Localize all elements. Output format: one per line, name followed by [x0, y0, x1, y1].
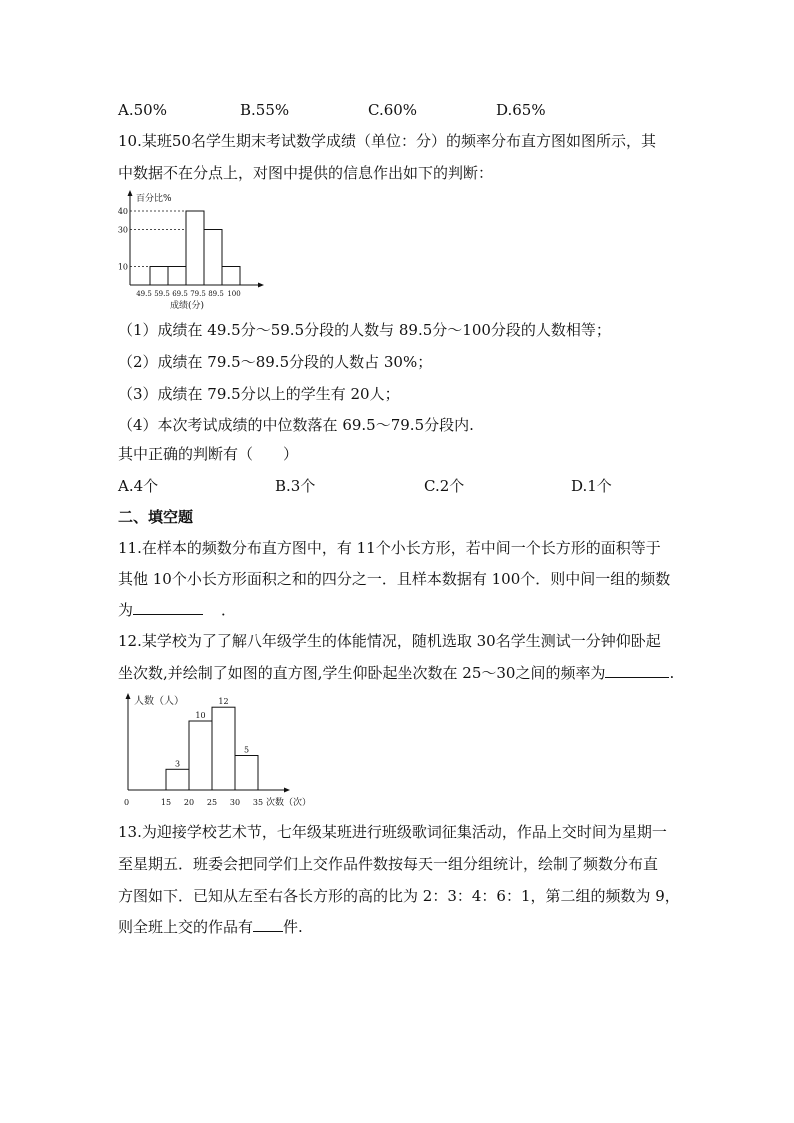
x-tick-label: 59.5 [154, 290, 170, 298]
x-axis-label: 次数（次） [266, 798, 312, 808]
histogram-bar [168, 267, 186, 286]
q11-line1: 11.在样本的频数分布直方图中，有 11个小长方形，若中间一个长方形的面积等于 [118, 539, 661, 557]
q12-line1: 12.某学校为了了解八年级学生的体能情况，随机选取 30名学生测试一分钟仰卧起 [118, 632, 661, 650]
q12-line2-suffix: . [669, 664, 675, 682]
x-tick-label: 89.5 [208, 290, 224, 298]
q13-line4-suffix: 件. [283, 918, 303, 936]
section-title: 二、填空题 [118, 508, 194, 526]
histogram-bar [189, 721, 212, 790]
histogram-bar [204, 230, 222, 286]
q9-option-a: A.50% [118, 101, 167, 119]
y-tick-label: 10 [117, 262, 128, 272]
x-tick-label: 30 [229, 798, 241, 807]
q12-line2 [118, 663, 674, 683]
x-axis-arrow-icon [284, 788, 290, 793]
y-axis-arrow-icon [126, 693, 131, 699]
histogram-bar [212, 707, 235, 790]
q12-answer-blank[interactable] [605, 663, 669, 678]
y-tick-label: 40 [117, 207, 128, 216]
q10-option-b: B.3个 [275, 477, 316, 495]
x-tick-label: 25 [206, 798, 218, 807]
q10-statement-3: （3）成绩在 79.5分以上的学生有 20人； [118, 385, 400, 403]
q13-line4-prefix: 则全班上交的作品有 [118, 918, 254, 936]
q9-option-b: B.55% [240, 101, 290, 119]
y-tick-label: 30 [117, 225, 128, 235]
origin-label: 0 [124, 798, 130, 807]
q10-option-d: D.1个 [571, 477, 612, 495]
histogram-bar [166, 769, 189, 790]
q13-line2: 至星期五．班委会把同学们上交作品件数按每天一组分组统计，绘制了频数分布直 [118, 855, 659, 873]
q10-stem-line1: 10.某班50名学生期末考试数学成绩（单位：分）的频率分布直方图如图所示，其 [118, 132, 656, 150]
x-axis-label: 成绩(分) [170, 301, 205, 311]
q13-line4 [118, 917, 303, 937]
q10-statement-1: （1）成绩在 49.5分～59.5分段的人数与 89.5分～100分段的人数相等； [118, 321, 611, 339]
q11-line3 [118, 600, 236, 620]
q10-option-c: C.2个 [424, 477, 465, 495]
histogram-bar [150, 267, 168, 286]
q13-line1: 13.为迎接学校艺术节，七年级某班进行班级歌词征集活动，作品上交时间为星期一 [118, 823, 667, 841]
x-tick-label: 69.5 [172, 290, 188, 298]
bar-value-label: 12 [218, 697, 229, 707]
histogram-bar [186, 211, 204, 285]
q10-question: 其中正确的判断有（ ） [118, 445, 299, 463]
bar-value-label: 10 [195, 711, 206, 720]
q9-option-c: C.60% [368, 101, 418, 119]
q11-line3-prefix: 为 [118, 601, 134, 619]
bar-value-label: 3 [174, 759, 181, 769]
x-tick-label: 100 [227, 290, 241, 298]
x-tick-label: 20 [183, 798, 195, 807]
histogram-bar [222, 267, 240, 286]
histogram-bar [235, 756, 258, 791]
x-tick-label: 79.5 [190, 290, 206, 298]
q13-line3: 方图如下．已知从左至右各长方形的高的比为 2：3：4：6：1，第二组的频数为 9， [118, 887, 680, 905]
q13-answer-blank[interactable] [253, 917, 283, 932]
q10-option-a: A.4个 [118, 477, 159, 495]
q11-line2: 其他 10个小长方形面积之和的四分之一．且样本数据有 100个．则中间一组的频数 [118, 570, 671, 588]
y-axis-label: 人数（人） [134, 696, 184, 707]
q11-answer-blank[interactable] [133, 600, 203, 615]
q11-line3-suffix: ． [221, 601, 237, 619]
bar-value-label: 5 [243, 745, 250, 755]
q10-statement-2: （2）成绩在 79.5～89.5分段的人数占 30%； [118, 353, 433, 371]
q9-option-d: D.65% [496, 101, 546, 119]
x-tick-label: 49.5 [136, 290, 152, 298]
q10-statement-4: （4）本次考试成绩的中位数落在 69.5～79.5分段内. [118, 416, 474, 434]
y-axis-arrow-icon [128, 190, 133, 196]
q12-line2-prefix: 坐次数,并绘制了如图的直方图,学生仰卧起坐次数在 25～30之间的频率为 [118, 664, 606, 682]
q10-stem-line2: 中数据不在分点上，对图中提供的信息作出如下的判断： [118, 164, 494, 182]
x-tick-label: 35 [252, 798, 264, 807]
x-tick-label: 15 [160, 798, 172, 807]
q12-histogram [116, 690, 316, 810]
q10-histogram [112, 188, 272, 314]
y-axis-label: 百分比% [136, 194, 172, 204]
x-axis-arrow-icon [258, 283, 264, 288]
